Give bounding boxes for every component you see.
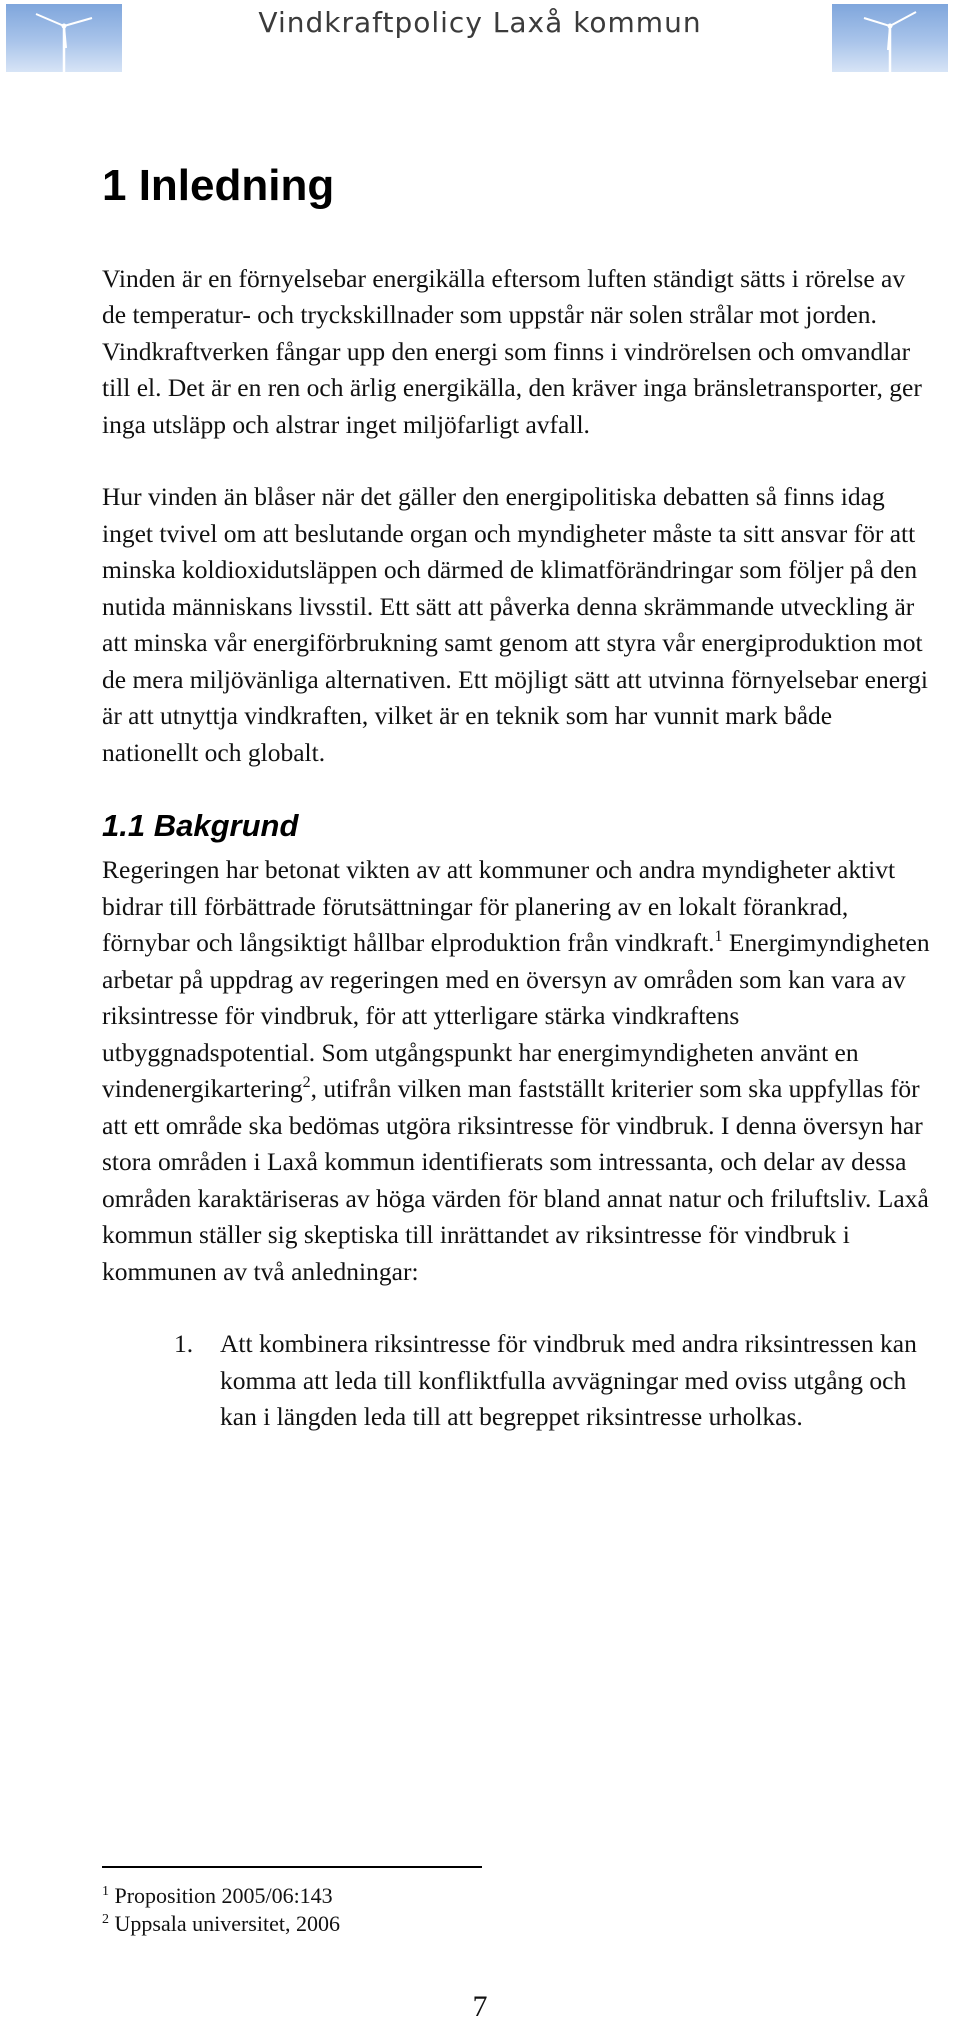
header-title: Vindkraftpolicy Laxå kommun xyxy=(258,6,702,39)
wind-turbine-image-right xyxy=(832,4,948,72)
footnote-item xyxy=(102,1882,602,1910)
bakgrund-paragraph xyxy=(102,852,932,1290)
section-heading: 1.1 Bakgrund xyxy=(102,808,299,844)
footnote-ref-2[interactable]: 2 xyxy=(302,1074,311,1092)
main-content xyxy=(102,160,932,1436)
list-item-number: 1. xyxy=(174,1329,194,1359)
footnote-number: 1 xyxy=(102,1884,109,1899)
footnotes xyxy=(102,1866,602,1938)
footnote-text: Uppsala universitet, 2006 xyxy=(114,1911,340,1936)
wind-turbine-icon xyxy=(832,4,948,72)
footnote-item xyxy=(102,1910,602,1938)
bakgrund-text-3: , utifrån vilken man fastställt kriterier som ska uppfyllas för att ett område ska bedömas utgöra riksintresse för vindbruk. I denna översyn har stora områden i Laxå kommun identifierats som intressanta, och delar av dessa områden karaktäriseras av höga värden för bland annat natur och friluftsliv. Laxå kommun ställer sig skeptiska till inrättandet av riksintresse för vindbruk i kommunen av två anledningar: xyxy=(102,1074,929,1286)
intro-paragraph-2: Hur vinden än blåser när det gäller den energipolitiska debatten så finns idag inget tvivel om att beslutande organ och myndigheter måste ta sitt ansvar för att minska koldioxidutsläppen och därmed de klimatförändringar som följer på den nutida människans livsstil. Ett sätt att påverka denna skrämmande utveckling är att minska vår energiförbrukning samt genom att styra vår energiproduktion mot de mera miljövänliga alternativen. Ett möjligt sätt att utvinna förnyelsebar energi är att utnyttja vindkraften, vilket är en teknik som har vunnit mark både nationellt och globalt. xyxy=(102,482,928,767)
chapter-heading: 1 Inledning xyxy=(102,161,335,210)
intro-paragraph-1: Vinden är en förnyelsebar energikälla eftersom luften ständigt sätts i rörelse av de temperatur- och tryckskillnader som uppstår när solen strålar mot jorden. Vindkraftverken fångar upp den energi som finns i vindrörelsen och omvandlar till el. Det är en ren och ärlig energikälla, den kräver inga bränsletransporter, ger inga utsläpp och alstrar inget miljöfarligt avfall. xyxy=(102,263,922,439)
footnote-ref-1[interactable]: 1 xyxy=(714,928,723,946)
page-header xyxy=(0,0,960,80)
list-item xyxy=(102,1326,932,1436)
list-item-text: Att kombinera riksintresse för vindbruk med andra riksintressen kan komma att leda till konfliktfulla avvägningar med oviss utgång och kan i längden leda till att begreppet riksintresse urholkas. xyxy=(220,1329,917,1432)
reasons-list xyxy=(102,1326,932,1436)
footnote-text: Proposition 2005/06:143 xyxy=(114,1883,333,1908)
footnote-divider xyxy=(102,1866,482,1868)
bakgrund-text-1: Regeringen har betonat vikten av att kommuner och andra myndigheter aktivt bidrar till förbättrade förutsättningar för planering av en lokalt förankrad, förnybar och långsiktigt hållbar elproduktion från vindkraft. xyxy=(102,855,896,958)
footnote-number: 2 xyxy=(102,1912,109,1927)
bakgrund-text-2: Energimyndigheten arbetar på uppdrag av regeringen med en översyn av områden som kan vara av riksintresse för vindbruk, för att ytterligare stärka vindkraftens utbyggnadspotential. Som utgångspunkt har energimyndigheten använt en vindenergikartering xyxy=(102,928,930,1104)
page-number: 7 xyxy=(472,1990,488,2023)
